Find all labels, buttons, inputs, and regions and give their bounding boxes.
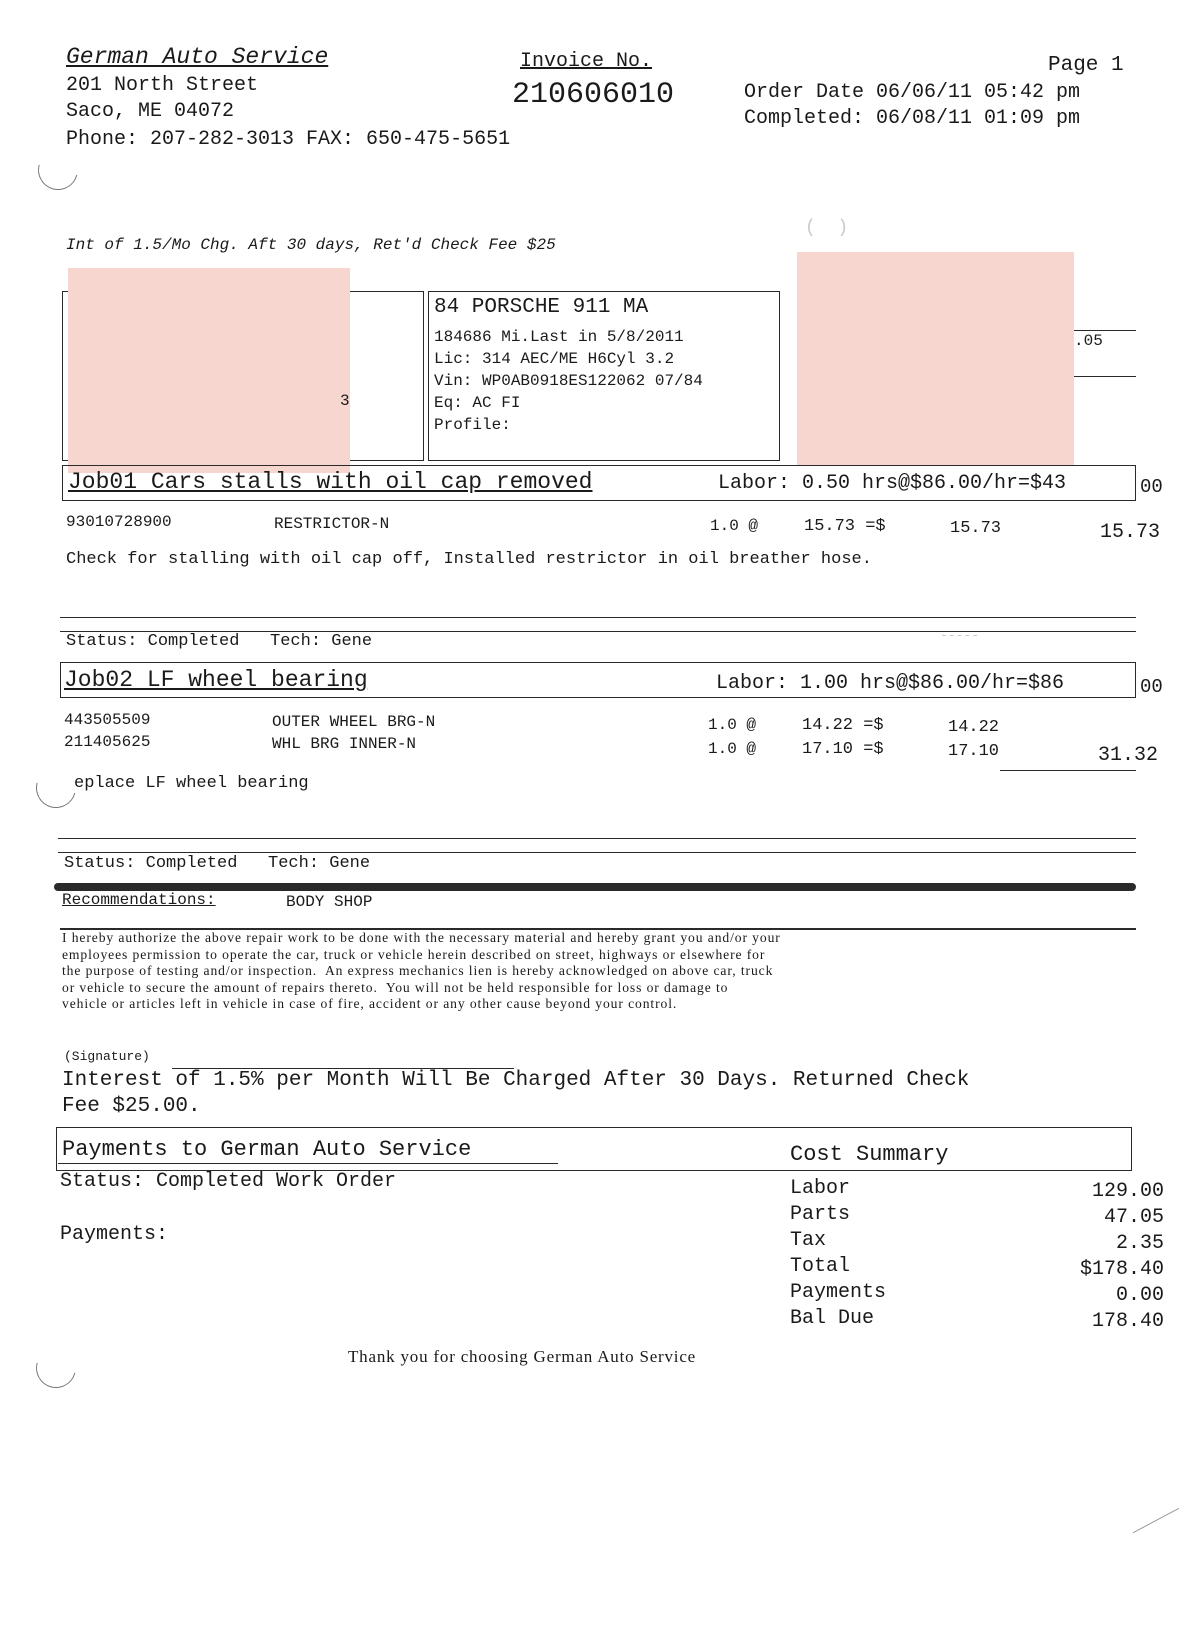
completed-date: Completed: 06/08/11 01:09 pm: [744, 107, 1081, 130]
job01-labor-cents: 00: [1140, 476, 1163, 498]
customer-fragment: 3: [340, 392, 350, 410]
job02-title: Job02 LF wheel bearing: [64, 667, 368, 693]
right-info-rule-2: [1074, 376, 1136, 377]
cost-payments-label: Payments: [790, 1281, 887, 1304]
signature-label: (Signature): [64, 1049, 150, 1064]
cost-balance-value: 178.40: [1091, 1310, 1164, 1333]
recommendations-value: BODY SHOP: [286, 893, 373, 911]
job01-part-price: 15.73 =$: [804, 517, 886, 536]
authorization-line: the purpose of testing and/or inspection. An express mechanics lien is hereby acknowledged on above car, truck: [62, 963, 774, 978]
order-date: Order Date 06/06/11 05:42 pm: [744, 81, 1081, 104]
shop-address-line1: 201 North Street: [66, 74, 259, 97]
shop-name: German Auto Service: [66, 44, 329, 70]
payments-label: Payments:: [60, 1223, 169, 1246]
job02-note: eplace LF wheel bearing: [74, 774, 309, 793]
vehicle-equipment: Eq: AC FI: [434, 394, 521, 412]
job01-rule-upper: [60, 617, 1136, 618]
job02-part1-qty: 1.0 @: [708, 716, 757, 734]
job02-part1-desc: OUTER WHEEL BRG-N: [272, 713, 436, 731]
cost-balance-label: Bal Due: [790, 1307, 875, 1330]
cost-labor-label: Labor: [790, 1177, 851, 1200]
cost-payments-value: 0.00: [1115, 1284, 1164, 1307]
job01-part-desc: RESTRICTOR-N: [274, 515, 390, 533]
job02-part2-desc: WHL BRG INNER-N: [272, 735, 417, 753]
redacted-customer-info: [68, 268, 350, 473]
job02-rule-lower: [58, 852, 1136, 853]
job01-parts-total: 15.73: [1100, 521, 1161, 544]
scan-edge-mark: [1133, 1508, 1179, 1533]
job01-part-qty: 1.0 @: [710, 517, 759, 535]
job02-part2-qty: 1.0 @: [708, 740, 757, 758]
shop-phone-fax: Phone: 207-282-3013 FAX: 650-475-5651: [66, 128, 511, 151]
cost-total-label: Total: [790, 1255, 851, 1278]
job01-note: Check for stalling with oil cap off, Installed restrictor in oil breather hose.: [66, 550, 872, 569]
job01-part-extended: 15.73: [950, 519, 1002, 538]
job02-parts-total: 31.32: [1098, 744, 1159, 767]
bleed-through-mark: ( ): [805, 218, 849, 238]
authorization-line: employees permission to operate the car, truck or vehicle herein described on street, highways or elsewhere for: [62, 946, 766, 962]
punch-hole-bottom: [29, 1341, 84, 1396]
payments-heading-underline: [58, 1163, 558, 1164]
vehicle-title: 84 PORSCHE 911 MA: [434, 296, 649, 319]
authorization-line: or vehicle to secure the amount of repairs thereto. You will not be held responsible for loss or damage to: [62, 979, 729, 995]
footer-thanks: Thank you for choosing German Auto Service: [348, 1347, 697, 1366]
shop-address-line2: Saco, ME 04072: [66, 100, 235, 123]
job02-part1-number: 443505509: [64, 711, 151, 729]
interest-notice-line1: Interest of 1.5% per Month Will Be Charged After 30 Days. Returned Check: [62, 1069, 970, 1092]
job01-part-number: 93010728900: [66, 513, 172, 531]
job02-parts-rule: [1000, 770, 1136, 771]
cost-labor-value: 129.00: [1091, 1180, 1164, 1203]
bleed-through-mark: -----: [940, 628, 980, 643]
job01-status: Status: Completed Tech: Gene: [66, 632, 373, 651]
thick-divider: [54, 883, 1136, 891]
job01-title: Job01 Cars stalls with oil cap removed: [68, 469, 593, 495]
right-info-fragment: .05: [1074, 332, 1103, 350]
vehicle-profile: Profile:: [434, 416, 511, 434]
job02-rule-upper: [58, 838, 1136, 839]
payments-status: Status: Completed Work Order: [60, 1170, 397, 1193]
authorization-line: I hereby authorize the above repair work to be done with the necessary material and hereby grant you and/or your: [62, 930, 781, 945]
cost-tax-label: Tax: [790, 1229, 827, 1252]
authorization-line: vehicle or articles left in vehicle in case of fire, accident or any other cause beyond your control.: [62, 996, 678, 1011]
job02-status: Status: Completed Tech: Gene: [64, 854, 371, 873]
job02-part2-extended: 17.10: [948, 742, 1000, 761]
vehicle-mileage: 184686 Mi.Last in 5/8/2011: [434, 328, 684, 346]
invoice-number: 210606010: [512, 78, 675, 112]
vehicle-vin: Vin: WP0AB0918ES122062 07/84: [434, 372, 703, 390]
terms-line: Int of 1.5/Mo Chg. Aft 30 days, Ret'd Check Fee $25: [66, 236, 556, 254]
job02-part1-extended: 14.22: [948, 718, 1000, 737]
job02-labor-cents: 00: [1140, 676, 1163, 698]
cost-total-value: $178.40: [1079, 1258, 1164, 1281]
authorization-text: [62, 930, 1142, 1013]
job02-part2-number: 211405625: [64, 733, 151, 751]
cost-summary-heading: Cost Summary: [790, 1142, 949, 1167]
redacted-right-info: [797, 252, 1074, 465]
cost-parts-value: 47.05: [1103, 1206, 1164, 1229]
job02-labor: Labor: 1.00 hrs@$86.00/hr=$86: [716, 672, 1065, 695]
cost-parts-label: Parts: [790, 1203, 851, 1226]
invoice-label: Invoice No.: [520, 50, 653, 73]
job01-labor: Labor: 0.50 hrs@$86.00/hr=$43: [718, 472, 1067, 495]
recommendations-label: Recommendations:: [62, 891, 216, 909]
vehicle-license: Lic: 314 AEC/ME H6Cyl 3.2: [434, 350, 675, 368]
interest-notice-line2: Fee $25.00.: [62, 1095, 201, 1118]
page-number: Page 1: [1048, 54, 1124, 77]
payments-heading: Payments to German Auto Service: [62, 1137, 472, 1162]
right-info-rule: [1074, 330, 1136, 331]
job02-part2-price: 17.10 =$: [802, 740, 884, 759]
job02-part1-price: 14.22 =$: [802, 716, 884, 735]
cost-tax-value: 2.35: [1115, 1232, 1164, 1255]
